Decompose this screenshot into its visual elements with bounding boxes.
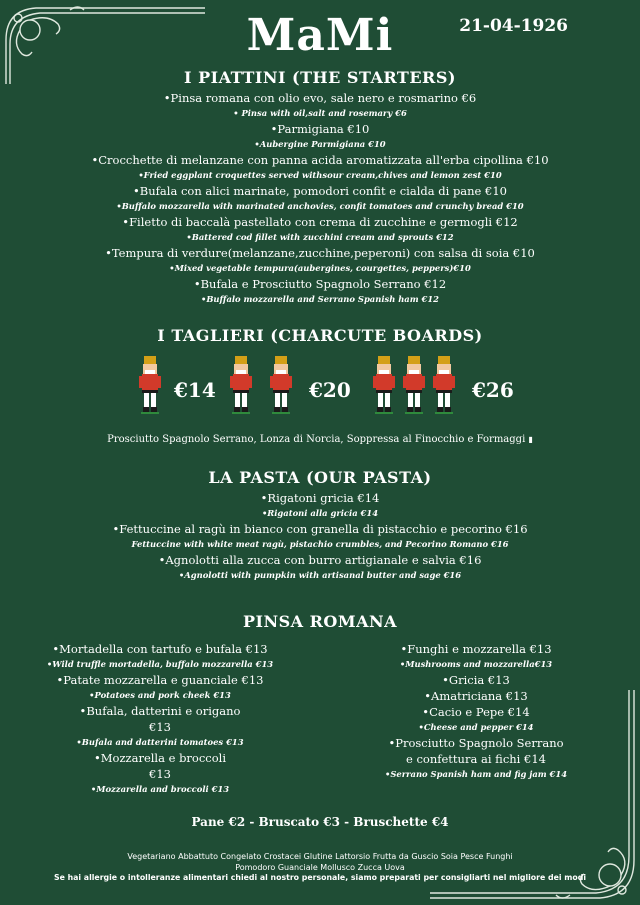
starters-list — [0, 90, 640, 307]
restaurant-name: MaMi — [246, 10, 394, 61]
starter-item-english: •Mixed vegetable tempura(aubergines, courgettes, peppers)€10 — [169, 263, 471, 273]
board-price-small: €14 — [174, 378, 216, 402]
section-title-starters: I PIATTINI (THE STARTERS) — [184, 68, 456, 87]
pasta-item: •Fettuccine al ragù in bianco con granella di pistacchio e pecorino €16 — [112, 522, 528, 536]
section-title-boards: I TAGLIERI (CHARCUTE BOARDS) — [157, 326, 483, 345]
starter-item-english: •Buffalo mozzarella and Serrano Spanish ham €12 — [201, 294, 439, 304]
nutcracker-icon — [403, 356, 425, 414]
pinsa-section-title-wrap — [0, 612, 640, 631]
pasta-item-english: •Rigatoni alla gricia €14 — [261, 508, 379, 518]
nutcracker-icon — [230, 356, 252, 414]
starter-item: •Parmigiana €10 — [270, 122, 370, 136]
pinsa-item-english: •Serrano Spanish ham and fig jam €14 — [384, 769, 568, 779]
legend-line-1: Vegetariano Abbattuto Congelato Crostacei Glutine Lattorsio Frutta da Guscio Soia Pesce Funghi — [127, 852, 513, 861]
boards-title-wrap — [0, 326, 640, 345]
boards-graphic — [0, 352, 640, 424]
pasta-item: •Agnolotti alla zucca con burro artigianale e salvia €16 — [158, 553, 482, 567]
starter-item-english: •Buffalo mozzarella with marinated anchovies, confit tomatoes and crunchy bread €10 — [116, 201, 524, 211]
starter-item: •Tempura di verdure(melanzane,zucchine,peperoni) con salsa di soia €10 — [105, 246, 535, 260]
pasta-section — [0, 468, 640, 583]
starter-item-english: •Fried eggplant croquettes served withsour cream,chives and lemon zest €10 — [138, 170, 502, 180]
pinsa-item: •Gricia €13 — [442, 673, 510, 687]
pinsa-item-english: •Wild truffle mortadella, buffalo mozzarella €13 — [46, 659, 274, 669]
pinsa-item-english: •Potatoes and pork cheek €13 — [89, 690, 231, 700]
pasta-list — [0, 490, 640, 583]
pinsa-item: •Bufala, datterini e origano — [79, 704, 241, 718]
pinsa-item: •Funghi e mozzarella €13 — [400, 642, 552, 656]
pasta-item-english: Fettuccine with white meat ragù, pistachio crumbles, and Pecorino Romano €16 — [131, 539, 509, 549]
starter-item: •Filetto di baccalà pastellato con crema di zucchine e germogli €12 — [122, 215, 518, 229]
pasta-item: •Rigatoni gricia €14 — [260, 491, 380, 505]
pinsa-left-column — [10, 641, 310, 797]
starter-item-english: • Pinsa with oil,salt and rosemary €6 — [233, 108, 407, 118]
starter-item-english: •Aubergine Parmigiana €10 — [254, 139, 386, 149]
pinsa-item-cont: e confettura ai fichi €14 — [406, 752, 546, 766]
starter-item-english: •Battered cod fillet with zucchini cream and sprouts €12 — [186, 232, 454, 242]
nutcracker-icon — [433, 356, 455, 414]
dairy-icon: ▮ — [528, 435, 533, 444]
boards-description-text: Prosciutto Spagnolo Serrano, Lonza di Norcia, Soppressa al Finocchio e Formaggi — [107, 434, 526, 445]
starter-item: •Bufala con alici marinate, pomodori confit e cialda di pane €10 — [133, 184, 507, 198]
section-title-pasta: LA PASTA (OUR PASTA) — [208, 468, 432, 487]
allergy-note: Se hai allergie o intolleranze alimentari chiedi al nostro personale, siamo preparati per consigliarti nel migliore dei modi — [53, 873, 587, 882]
pinsa-item: •Mortadella con tartufo e bufala €13 — [52, 642, 268, 656]
pinsa-item-english: •Mozzarella and broccoli €13 — [90, 784, 230, 794]
allergen-legend — [0, 851, 640, 873]
pinsa-item: •Patate mozzarella e guanciale €13 — [56, 673, 264, 687]
bread-prices: Pane €2 - Bruscato €3 - Bruschette €4 — [191, 815, 449, 829]
menu-date: 21-04-1926 — [459, 16, 568, 36]
nutcracker-icon — [270, 356, 292, 414]
pinsa-item-cont: €13 — [149, 720, 171, 734]
pinsa-item-cont: €13 — [149, 767, 171, 781]
pinsa-item-english: •Bufala and datterini tomatoes €13 — [76, 737, 244, 747]
pinsa-item-english: •Cheese and pepper €14 — [418, 722, 534, 732]
pinsa-item: •Amatriciana €13 — [424, 689, 528, 703]
starter-item: •Bufala e Prosciutto Spagnolo Serrano €12 — [193, 277, 447, 291]
section-title-pinsa: PINSA ROMANA — [242, 612, 398, 631]
board-price-medium: €20 — [309, 378, 351, 402]
pinsa-item-english: •Mushrooms and mozzarella€13 — [399, 659, 553, 669]
pinsa-item: •Cacio e Pepe €14 — [422, 705, 530, 719]
starter-item: •Pinsa romana con olio evo, sale nero e rosmarino €6 — [163, 91, 477, 105]
nutcracker-icon — [373, 356, 395, 414]
pinsa-item: •Prosciutto Spagnolo Serrano — [388, 736, 564, 750]
starters-section — [0, 68, 640, 307]
legend-line-2: Pomodoro Guanciale Mollusco Zucca Uova — [235, 863, 405, 872]
boards-description — [0, 432, 640, 448]
board-price-large: €26 — [472, 378, 514, 402]
starter-item: •Crocchette di melanzane con panna acida aromatizzata all'erba cipollina €10 — [91, 153, 549, 167]
pinsa-right-column — [326, 641, 626, 782]
pinsa-item: •Mozzarella e broccoli — [93, 751, 227, 765]
pasta-item-english: •Agnolotti with pumpkin with artisanal butter and sage €16 — [178, 570, 462, 580]
nutcracker-icon — [139, 356, 161, 414]
